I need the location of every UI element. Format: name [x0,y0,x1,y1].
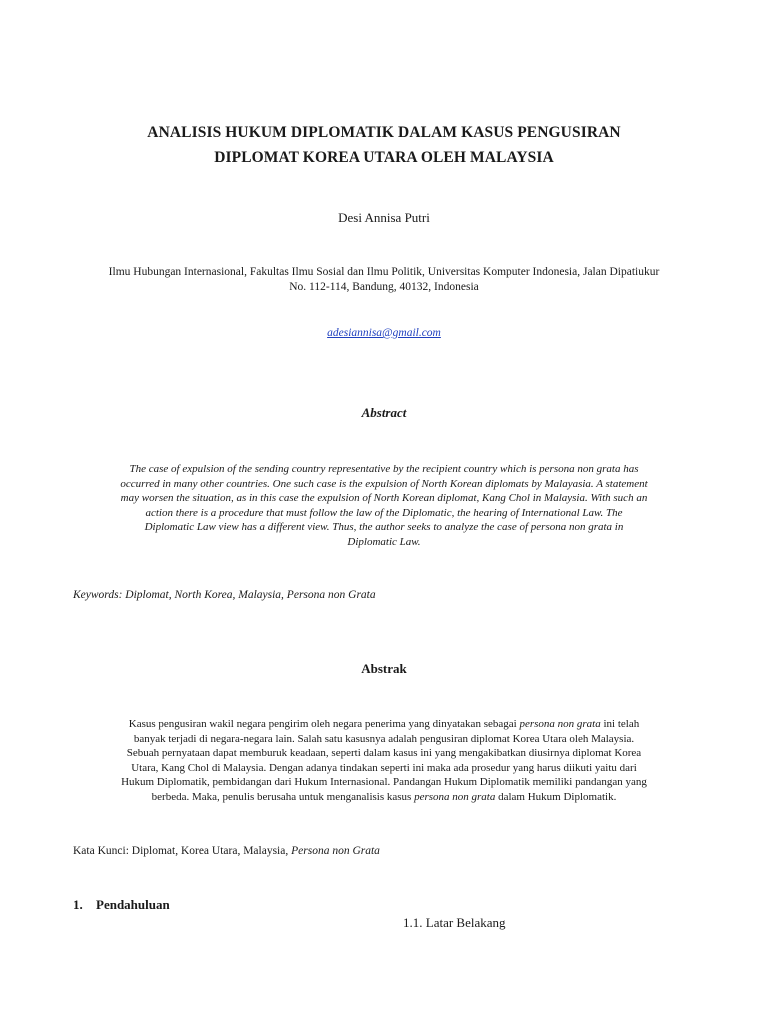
abstract-line: may worsen the situation, as in this case the expulsion of North Korean diplomat, Kang Chol in Malaysia. With such an [120,492,648,505]
author-name: Desi Annisa Putri [338,210,430,225]
abstract-line: occurred in many other countries. One such case is the expulsion of North Korean diplomats by Malayasia. A statement [120,477,648,490]
abstrak-text: ini telah [600,718,640,730]
keywords: Keywords: Diplomat, North Korea, Malaysia, Persona non Grata [73,589,376,601]
abstrak-line: banyak terjadi di negara-negara lain. Salah satu kasusnya adalah pengusiran diplomat Korea Utara oleh Malaysia. [133,732,635,745]
title-line-2: DIPLOMAT KOREA UTARA OLEH MALAYSIA [214,149,554,166]
abstrak-line [70,717,698,732]
section-heading [73,897,170,913]
kata-kunci-italic: Persona non Grata [291,845,380,857]
abstrak-line: Hukum Diplomatik, pembidangan dari Hukum Internasional. Pandangan Hukum Diplomatik memiliki pandangan yang [121,776,647,789]
abstract-body [70,462,698,550]
affiliation-line-2: No. 112-114, Bandung, 40132, Indonesia [289,281,479,293]
abstrak-italic-term: persona non grata [519,718,601,730]
section-number: 1. [73,897,83,912]
abstrak-italic-term: persona non grata [414,790,496,803]
subsection-heading: 1.1. Latar Belakang [403,915,506,930]
abstrak-line: Sebuah pernyataan dapat memburuk keadaan, seperti dalam kasus ini yang mengakibatkan diusirnya diplomat Korea [126,747,642,760]
section-title: Pendahuluan [96,897,170,912]
abstrak-line: Utara, Kang Chol di Malaysia. Dengan adanya tindakan seperti ini maka ada prosedur yang harus diikuti yaitu dari [131,761,637,774]
email-link[interactable]: adesiannisa@gmail.com [327,327,441,339]
abstrak-line [70,790,698,805]
affiliation [70,265,698,295]
affiliation-line-1: Ilmu Hubungan Internasional, Fakultas Ilmu Sosial dan Ilmu Politik, Universitas Komputer Indonesia, Jalan Dipatiukur [108,266,660,278]
abstrak-body [70,717,698,805]
abstrak-text: Kasus pengusiran wakil negara pengirim oleh negara penerima yang dinyatakan sebagai [128,718,520,730]
abstrak-text: dalam Hukum Diplomatik. [495,790,617,803]
title-line-1: ANALISIS HUKUM DIPLOMATIK DALAM KASUS PENGUSIRAN [147,124,621,141]
kata-kunci [73,845,380,857]
abstrak-text: berbeda. Maka, penulis berusaha untuk menganalisis kasus [151,790,415,803]
paper-title [60,120,708,170]
abstract-line: action there is a procedure that must follow the law of the Diplomatic, the hearing of International Law. The [145,506,623,519]
abstract-heading: Abstract [361,405,407,420]
abstract-line: Diplomatic Law view has a different view. Thus, the author seeks to analyze the case of persona non grata in [144,521,624,534]
abstract-line: The case of expulsion of the sending country representative by the recipient country which is persona non grata has [129,463,639,475]
kata-kunci-text: Kata Kunci: Diplomat, Korea Utara, Malaysia, [73,845,292,857]
abstrak-heading: Abstrak [361,661,407,676]
abstract-line: Diplomatic Law. [347,535,421,548]
